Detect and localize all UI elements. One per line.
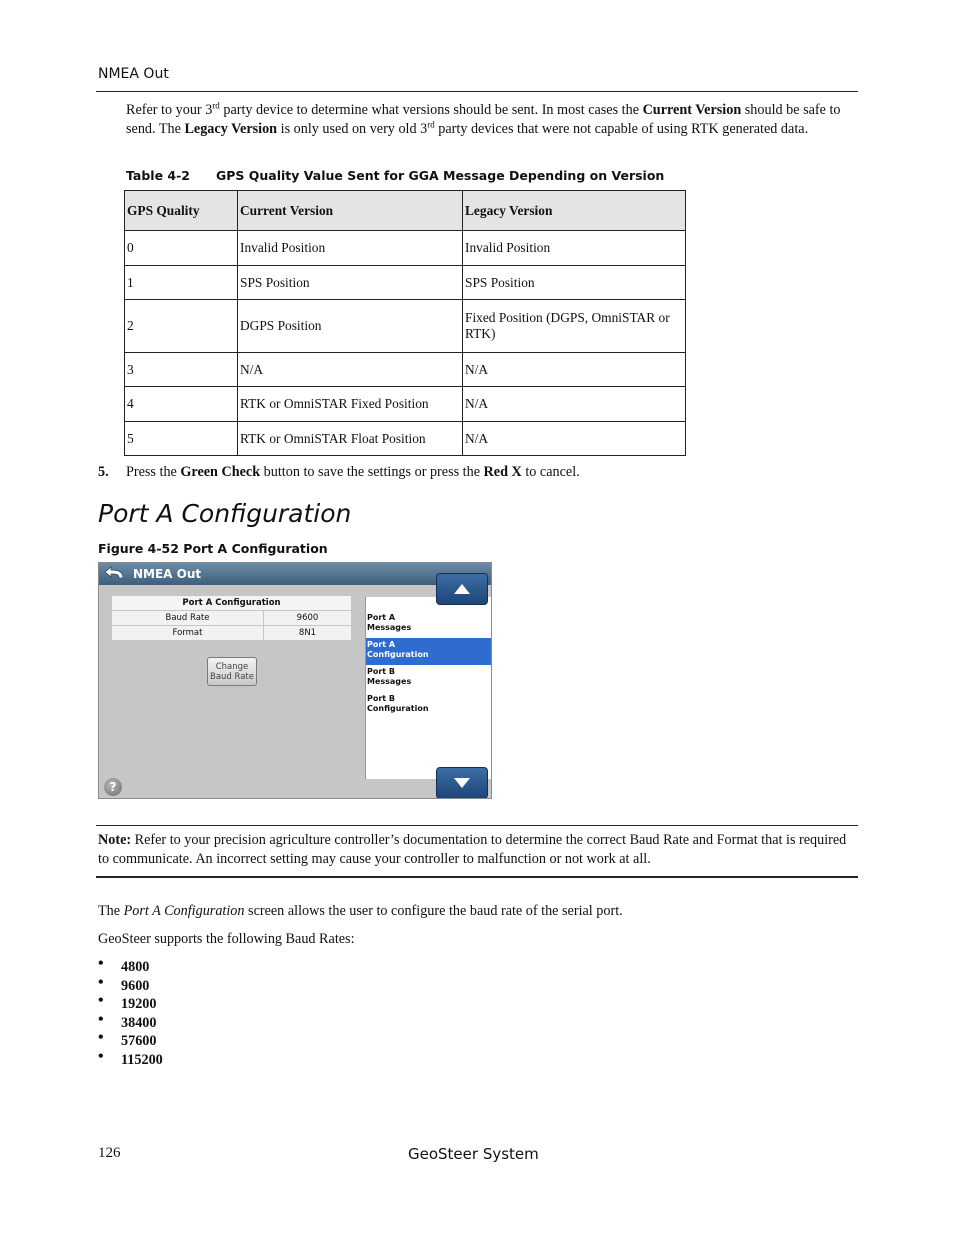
table-cell: 0: [125, 231, 238, 266]
device-screenshot: [98, 562, 492, 799]
table-cell: SPS Position: [238, 266, 463, 300]
running-header: NMEA Out: [98, 66, 169, 82]
change-baud-rate-button[interactable]: Change Baud Rate: [207, 657, 257, 686]
side-menu: [365, 597, 492, 779]
table-row: [125, 353, 686, 387]
table-cell: DGPS Position: [238, 300, 463, 353]
format-value: 8N1: [264, 626, 352, 641]
table-cell: 5: [125, 422, 238, 456]
baud-rate-label: Baud Rate: [112, 611, 264, 626]
table-cell: Invalid Position: [463, 231, 686, 266]
list-item: • 38400: [98, 1010, 157, 1031]
list-item: • 115200: [98, 1047, 163, 1068]
menu-item-port-a-messages[interactable]: Port A Messages: [367, 613, 412, 632]
footer-title: GeoSteer System: [408, 1145, 539, 1163]
table-header-cell: GPS Quality: [125, 191, 238, 231]
bullet-icon: •: [98, 992, 104, 1010]
table-caption: Table 4-2 GPS Quality Value Sent for GGA Message Depending on Version: [126, 168, 665, 183]
note-top-rule: [96, 825, 858, 826]
settings-table-header: Port A Configuration: [112, 596, 352, 611]
up-arrow-icon: [453, 583, 471, 595]
note-box: Note: Refer to your precision agriculture controller’s documentation to determine the correct Baud Rate and Format that is required to communicate. An incorrect setting may cause your controller to malfunction or not work at all.: [98, 832, 847, 867]
bullet-icon: •: [98, 1029, 104, 1047]
menu-item-port-b-configuration[interactable]: Port B Configuration: [367, 694, 429, 713]
table-cell: SPS Position: [463, 266, 686, 300]
scroll-down-button[interactable]: [436, 767, 488, 799]
note-bottom-rule: [96, 876, 858, 878]
table-cell: RTK or OmniSTAR Float Position: [238, 422, 463, 456]
list-item: • 9600: [98, 973, 150, 994]
list-item: • 57600: [98, 1029, 157, 1050]
table-cell: 1: [125, 266, 238, 300]
table-cell: 3: [125, 353, 238, 387]
screen-title: NMEA Out: [133, 567, 202, 581]
table-cell: N/A: [463, 387, 686, 422]
down-arrow-icon: [453, 777, 471, 789]
scroll-up-button[interactable]: [436, 573, 488, 605]
table-row: [125, 422, 686, 456]
list-item: • 4800: [98, 955, 150, 975]
table-row: [125, 231, 686, 266]
table-header-row: [125, 191, 686, 231]
step-5: 5. Press the Green Check button to save the settings or press the Red X to cancel.: [98, 464, 580, 480]
baud-rate-list: [98, 955, 163, 1070]
table-row: [125, 266, 686, 300]
port-a-settings-table: [111, 595, 352, 641]
help-icon[interactable]: ?: [104, 778, 122, 796]
table-cell: N/A: [463, 353, 686, 387]
section-title: Port A Configuration: [98, 499, 352, 528]
description-paragraph: The Port A Configuration screen allows the user to configure the baud rate of the serial port.: [98, 903, 623, 919]
table-cell: 4: [125, 387, 238, 422]
table-cell: N/A: [238, 353, 463, 387]
bullet-icon: •: [98, 955, 104, 972]
bullet-icon: •: [98, 973, 104, 991]
table-row: [125, 300, 686, 353]
table-cell: 2: [125, 300, 238, 353]
table-cell: RTK or OmniSTAR Fixed Position: [238, 387, 463, 422]
table-header-cell: Legacy Version: [463, 191, 686, 231]
format-label: Format: [112, 626, 264, 641]
table-cell: Fixed Position (DGPS, OmniSTAR or RTK): [463, 300, 686, 353]
menu-item-port-a-configuration[interactable]: Port A Configuration: [366, 638, 492, 665]
supports-paragraph: GeoSteer supports the following Baud Rates:: [98, 931, 355, 947]
back-arrow-icon[interactable]: [103, 566, 127, 582]
table-header-cell: Current Version: [238, 191, 463, 231]
figure-caption: Figure 4-52 Port A Configuration: [98, 541, 328, 556]
bullet-icon: •: [98, 1010, 104, 1028]
gps-quality-table: [124, 190, 686, 456]
table-row: [125, 387, 686, 422]
table-cell: N/A: [463, 422, 686, 456]
bullet-icon: •: [98, 1047, 104, 1065]
menu-item-port-b-messages[interactable]: Port B Messages: [367, 667, 412, 686]
settings-row: [112, 626, 352, 641]
page-number: 126: [98, 1145, 121, 1161]
list-item: • 19200: [98, 992, 157, 1013]
baud-rate-value: 9600: [264, 611, 352, 626]
intro-paragraph: Refer to your 3rd party device to determine what versions should be sent. In most cases the Current Version should be safe to send. The Legacy Version is only used on very old 3rd party devices that were not capable of using RTK generated data.: [126, 100, 841, 137]
header-rule: [96, 91, 858, 92]
table-cell: Invalid Position: [238, 231, 463, 266]
settings-row: [112, 611, 352, 626]
screen-titlebar: [99, 563, 491, 585]
